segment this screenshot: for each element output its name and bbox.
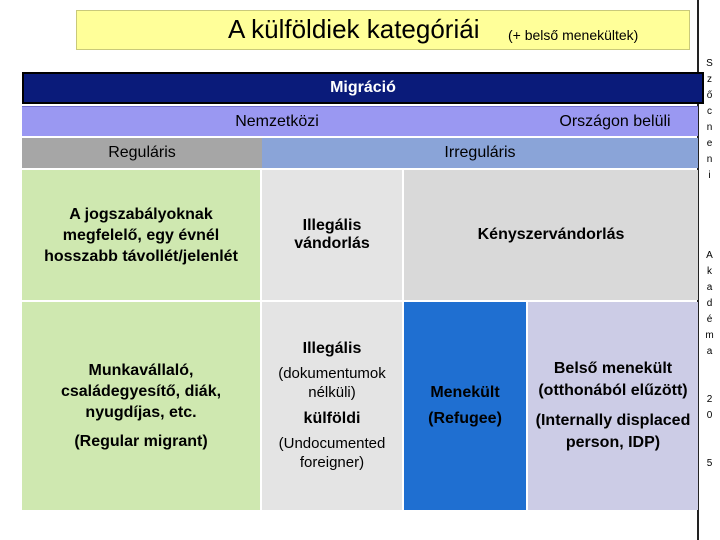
illegal-migration-text: Illegális vándorlás: [294, 217, 370, 252]
side-letter: S: [706, 58, 713, 69]
side-letter: a: [706, 346, 713, 357]
migracio-bar: [22, 72, 704, 104]
regularis-label: Reguláris: [108, 144, 176, 161]
side-letter: z: [707, 74, 712, 85]
side-letter: i: [708, 170, 711, 181]
illegal-migration-cell: [262, 170, 402, 300]
undocumented-hu: (dokumentumok nélküli): [278, 365, 386, 401]
regular-definition-text: A jogszabályoknak megfelelő, egy évnél hosszabb távollét/jelenlét: [44, 205, 238, 265]
slide-title: A külföldiek kategóriái: [228, 14, 480, 44]
side-letter: [699, 376, 720, 392]
side-letter: c: [707, 106, 712, 117]
side-letter: 2: [706, 394, 713, 405]
foreigner-hu: külföldi: [303, 410, 361, 427]
illegal-word: Illegális: [302, 340, 362, 357]
idp-en: (Internally displaced person, IDP): [535, 412, 691, 451]
side-letter: [699, 232, 720, 248]
nemzetkozi-label: Nemzetközi: [235, 112, 319, 130]
refugee-cell: [404, 302, 526, 510]
orszagon-beluli-bar: [532, 106, 698, 136]
side-letter: n: [706, 154, 713, 165]
regular-definition-cell: [22, 170, 260, 300]
side-letter: ő: [706, 90, 713, 101]
side-letter: m: [705, 330, 714, 341]
idp-hu: Belső menekült (otthonából elűzött): [538, 360, 688, 399]
side-letter: n: [706, 122, 713, 133]
refugee-hu: Menekült: [430, 384, 500, 401]
side-letter: é: [706, 314, 713, 325]
side-letter: e: [706, 138, 713, 149]
side-letter: [699, 424, 720, 440]
undocumented-cell: [262, 302, 402, 510]
forced-migration-text: Kényszervándorlás: [477, 226, 625, 243]
side-letter: 0: [706, 410, 713, 421]
idp-cell: [528, 302, 698, 510]
side-letter: 5: [706, 458, 713, 469]
nemzetkozi-bar: [22, 106, 532, 136]
side-letter: [699, 200, 720, 216]
regular-examples-cell: [22, 302, 260, 510]
undocumented-en: (Undocumented foreigner): [278, 435, 386, 471]
irregularis-bar: [262, 138, 698, 168]
side-letter: d: [706, 298, 713, 309]
side-letter: [699, 216, 720, 232]
migracio-label: Migráció: [330, 79, 396, 96]
regularis-bar: [22, 138, 262, 168]
side-letter: [699, 360, 720, 376]
side-letter: k: [707, 266, 712, 277]
side-letter: a: [706, 282, 713, 293]
regular-migrant-text: (Regular migrant): [74, 433, 208, 450]
forced-migration-cell: [404, 170, 698, 300]
side-letter: A: [706, 250, 713, 261]
orszagon-beluli-label: Országon belüli: [559, 112, 671, 130]
irregularis-label: Irreguláris: [444, 144, 516, 161]
refugee-en: (Refugee): [428, 410, 502, 427]
regular-examples-text: Munkavállaló, családegyesítő, diák, nyugdíjas, etc.: [60, 362, 222, 421]
side-letter: [699, 184, 720, 200]
side-letter: [699, 440, 720, 456]
slide-subtitle: (+ belső menekültek): [508, 27, 639, 43]
